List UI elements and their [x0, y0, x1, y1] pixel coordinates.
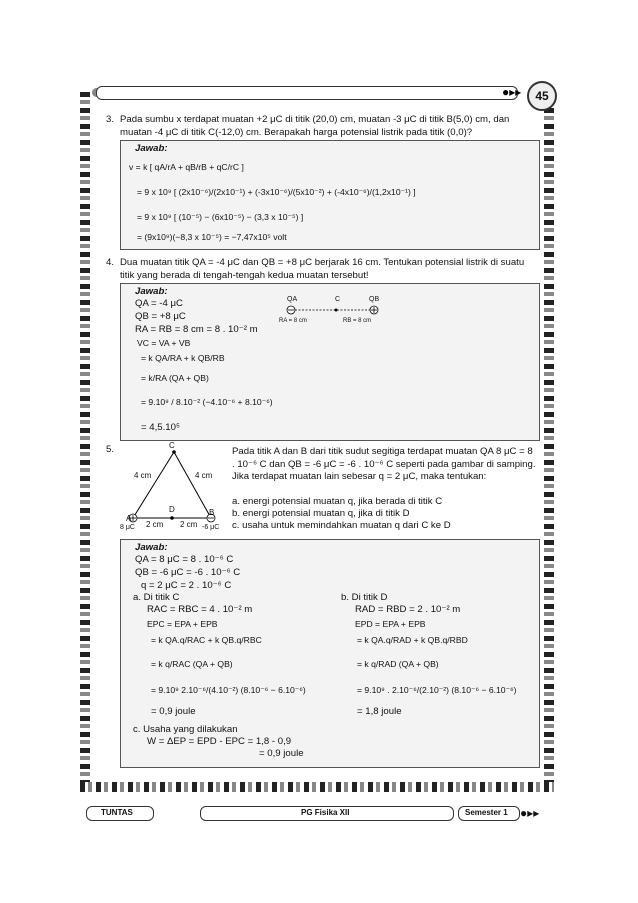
q3-answer-box	[120, 140, 540, 250]
tri-base-left: 2 cm	[146, 520, 164, 529]
q5-given3: q = 2 μC = 2 . 10⁻⁶ C	[141, 580, 232, 591]
tri-right-side: 4 cm	[195, 471, 213, 480]
q4-jawab: Jawab:	[135, 286, 168, 297]
q5c-line1: W = ΔEP = EPD - EPC = 1,8 - 0,9	[147, 736, 292, 747]
q5-jawab: Jawab:	[135, 542, 168, 553]
footer-arrow-icon: ●▸▸	[520, 806, 540, 820]
q5-number: 5.	[106, 444, 115, 455]
q3-line2: = 9 x 10⁹ [ (2x10⁻⁶)/(2x10⁻¹) + (-3x10⁻⁶)/(5x10⁻²) + (-4x10⁻⁶)/(1,2x10⁻¹) ]	[137, 187, 416, 197]
tri-left-side: 4 cm	[134, 471, 152, 480]
q4-line7: = 9.10⁹ / 8.10⁻² (−4.10⁻⁶ + 8.10⁻⁶)	[141, 397, 273, 407]
tri-qa-value: 8 μC	[120, 524, 135, 531]
q4-answer-box	[120, 283, 540, 441]
tri-base-right: 2 cm	[180, 520, 198, 529]
q5a-line3: = k QA.q/RAC + k QB.q/RBC	[151, 635, 262, 645]
q4-line8: = 4,5.10⁵	[141, 422, 180, 433]
footer-center-text: PG Fisika XII	[301, 808, 350, 817]
q5b-line2: EPD = EPA + EPB	[355, 619, 426, 629]
q5a-line5: = 9.10⁹ 2.10⁻⁶/(4.10⁻²) (8.10⁻⁶ − 6.10⁻⁶)	[151, 685, 306, 695]
q5b-line4: = k q/RAD (QA + QB)	[357, 659, 439, 669]
footer-right-tab	[458, 806, 520, 821]
tri-c-label: C	[169, 441, 175, 450]
footer-left-text: TUNTAS	[101, 808, 133, 817]
charge-line-diagram	[281, 304, 391, 316]
q5a-heading: a. Di titik C	[133, 592, 180, 603]
q5b-line5: = 9.10⁹ . 2.10⁻⁶/(2.10⁻²) (8.10⁻⁶ − 6.10⁻⁶)	[357, 685, 517, 695]
q5c-line2: = 0,9 joule	[259, 748, 304, 759]
q5-given1: QA = 8 μC = 8 . 10⁻⁶ C	[135, 554, 234, 565]
q5a-line1: RAC = RBC = 4 . 10⁻² m	[147, 604, 253, 615]
left-border	[80, 92, 90, 782]
tri-a-label: A	[126, 514, 132, 523]
q5-part-c: c. usaha untuk memindahkan muatan q dari C ke D	[232, 520, 451, 531]
q3-number: 3.	[106, 114, 115, 125]
q3-line4: = (9x10⁹)(−8,3 x 10⁻⁵) = −7,47x10⁵ volt	[137, 232, 287, 242]
q4-line3: RA = RB = 8 cm = 8 . 10⁻² m	[135, 324, 258, 335]
q4-line6: = k/RA (QA + QB)	[141, 373, 209, 383]
q3-jawab: Jawab:	[135, 143, 168, 154]
q5a-line4: = k q/RAC (QA + QB)	[151, 659, 233, 669]
q5-answer-box	[120, 539, 540, 768]
q5-text: Pada titik A dan B dari titik sudut segitiga terdapat muatan QA 8 μC = 8 . 10⁻⁶ C dan QB = -6 μC = -6 . 10⁻⁶ C seperti pada gambar di samping. Jika terdapat muatan lain sebesar q = 2 μC, maka tentukan:	[232, 446, 536, 482]
page-number: 45	[527, 81, 557, 111]
right-border	[544, 92, 554, 782]
q4-line5: = k QA/RA + k QB/RB	[141, 353, 225, 363]
q4-number: 4.	[106, 257, 115, 268]
footer-left-tab	[86, 806, 154, 821]
q5a-line2: EPC = EPA + EPB	[147, 619, 218, 629]
q3-line3: = 9 x 10⁹ [ (10⁻⁵) − (6x10⁻⁵) − (3,3 x 10⁻⁵) ]	[137, 212, 304, 222]
q3-line1: v = k [ qA/rA + qB/rB + qC/rC ]	[129, 162, 244, 172]
arrow-right-icon: ●▸▸	[502, 85, 522, 99]
diagram-qb-label: QB	[369, 296, 380, 303]
q4-line1: QA = -4 μC	[135, 298, 183, 309]
diagram-qa-label: QA	[287, 296, 298, 303]
diagram-rb-label: RB = 8 cm	[343, 318, 372, 324]
triangle-diagram	[118, 440, 228, 532]
q5b-line1: RAD = RBD = 2 . 10⁻² m	[355, 604, 461, 615]
tri-d-label: D	[169, 505, 175, 514]
diagram-c-label: C	[335, 296, 341, 303]
tri-qb-value: -6 μC	[202, 524, 220, 531]
footer-right-text: Semester 1	[465, 808, 508, 817]
q3-text: Pada sumbu x terdapat muatan +2 μC di titik (20,0) cm, muatan -3 μC di titik B(5,0) cm, dan muatan -4 μC di titik C(-12,0) cm. Berapakah harga potensial listrik pada titik (0,0)?	[120, 114, 510, 138]
bottom-border	[80, 782, 554, 792]
q5b-heading: b. Di titik D	[341, 592, 388, 603]
tri-b-label: B	[209, 508, 215, 517]
footer-center-bar	[200, 806, 454, 821]
q5-part-a: a. energi potensial muatan q, jika berada di titik C	[232, 496, 443, 507]
q5a-result: = 0,9 joule	[151, 706, 196, 717]
q4-text: Dua muatan titik QA = -4 μC dan QB = +8 μC berjarak 16 cm. Tentukan potensial listrik di suatu titik yang berada di tengah-tengah kedua muatan tersebut!	[120, 257, 525, 281]
header-bar	[96, 86, 518, 100]
q5c-heading: c. Usaha yang dilakukan	[133, 724, 238, 735]
q4-line4: VC = VA + VB	[137, 338, 191, 348]
q5-given2: QB = -6 μC = -6 . 10⁻⁶ C	[135, 567, 241, 578]
q5b-line3: = k QA.q/RAD + k QB.q/RBD	[357, 635, 468, 645]
q5-part-b: b. energi potensial muatan q, jika di titik D	[232, 508, 410, 519]
q5b-result: = 1,8 joule	[357, 706, 402, 717]
q4-line2: QB = +8 μC	[135, 311, 186, 322]
diagram-ra-label: RA = 8 cm	[279, 318, 307, 324]
